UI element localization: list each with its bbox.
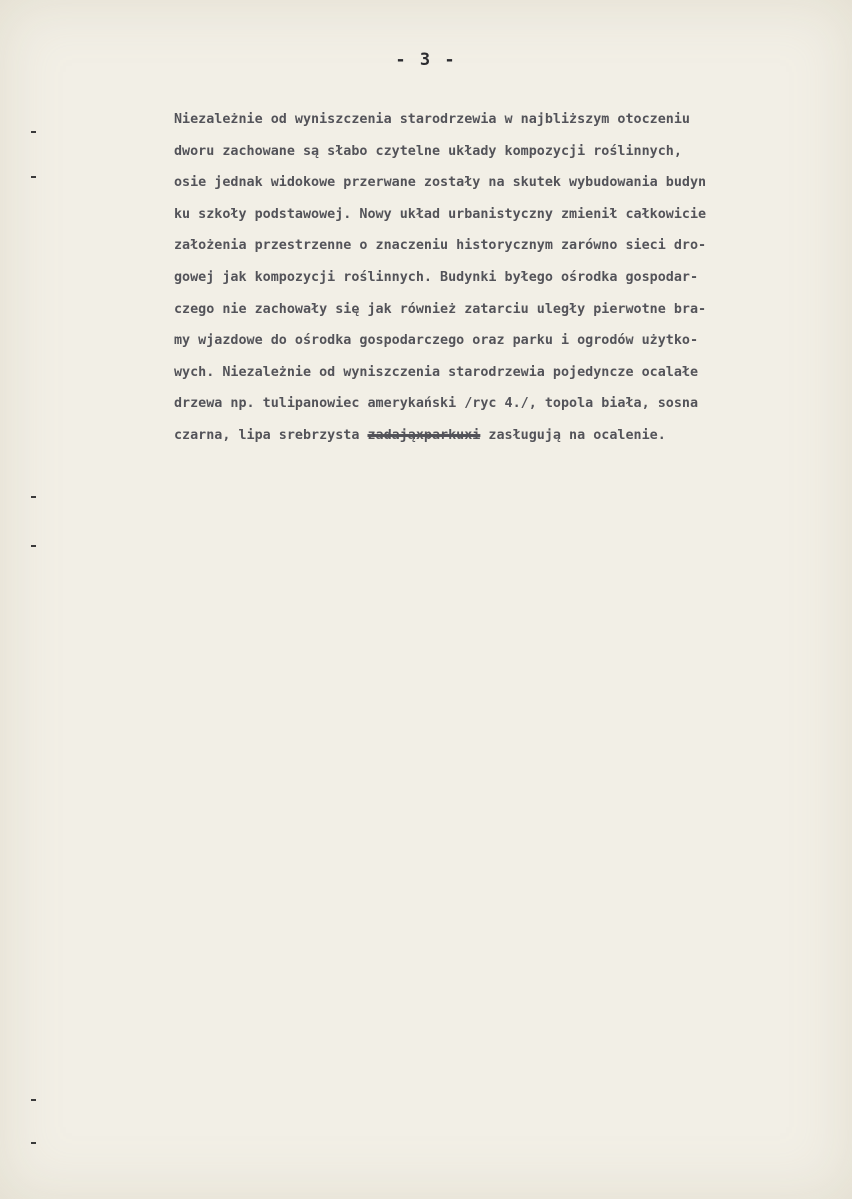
margin-mark	[31, 545, 36, 547]
text-line: wych. Niezależnie od wyniszczenia starodrzewia pojedyncze ocalałe	[174, 364, 699, 380]
margin-mark	[31, 131, 36, 133]
text-line: osie jednak widokowe przerwane zostały na skutek wybudowania budyn	[174, 175, 707, 191]
margin-mark	[31, 496, 36, 498]
text-line: my wjazdowe do ośrodka gospodarczego oraz parku i ogrodów użytko-	[174, 333, 699, 349]
text-line: ku szkoły podstawowej. Nowy układ urbanistyczny zmienił całkowicie	[174, 206, 707, 222]
struck-through-text: zadająxparkuxi	[367, 427, 481, 443]
page-number: - 3 -	[395, 50, 457, 70]
text-segment: czarna, lipa srebrzysta	[174, 427, 368, 443]
text-line: gowej jak kompozycji roślinnych. Budynki byłego ośrodka gospodar-	[174, 269, 699, 285]
margin-mark	[31, 1099, 36, 1101]
text-segment: zasługują na ocalenie.	[480, 427, 666, 443]
text-line: założenia przestrzenne o znaczeniu historycznym zarówno sieci dro-	[174, 238, 707, 254]
text-line: czego nie zachowały się jak również zatarciu uległy pierwotne bra-	[174, 301, 707, 317]
body-paragraph	[174, 104, 834, 452]
text-line: Niezależnie od wyniszczenia starodrzewia w najbliższym otoczeniu	[174, 112, 690, 127]
text-line-last	[174, 420, 834, 452]
text-line: drzewa np. tulipanowiec amerykański /ryc 4./, topola biała, sosna	[174, 396, 699, 412]
margin-mark	[31, 1142, 36, 1144]
text-line: dworu zachowane są słabo czytelne układy kompozycji roślinnych,	[174, 143, 682, 159]
margin-mark	[31, 176, 36, 178]
